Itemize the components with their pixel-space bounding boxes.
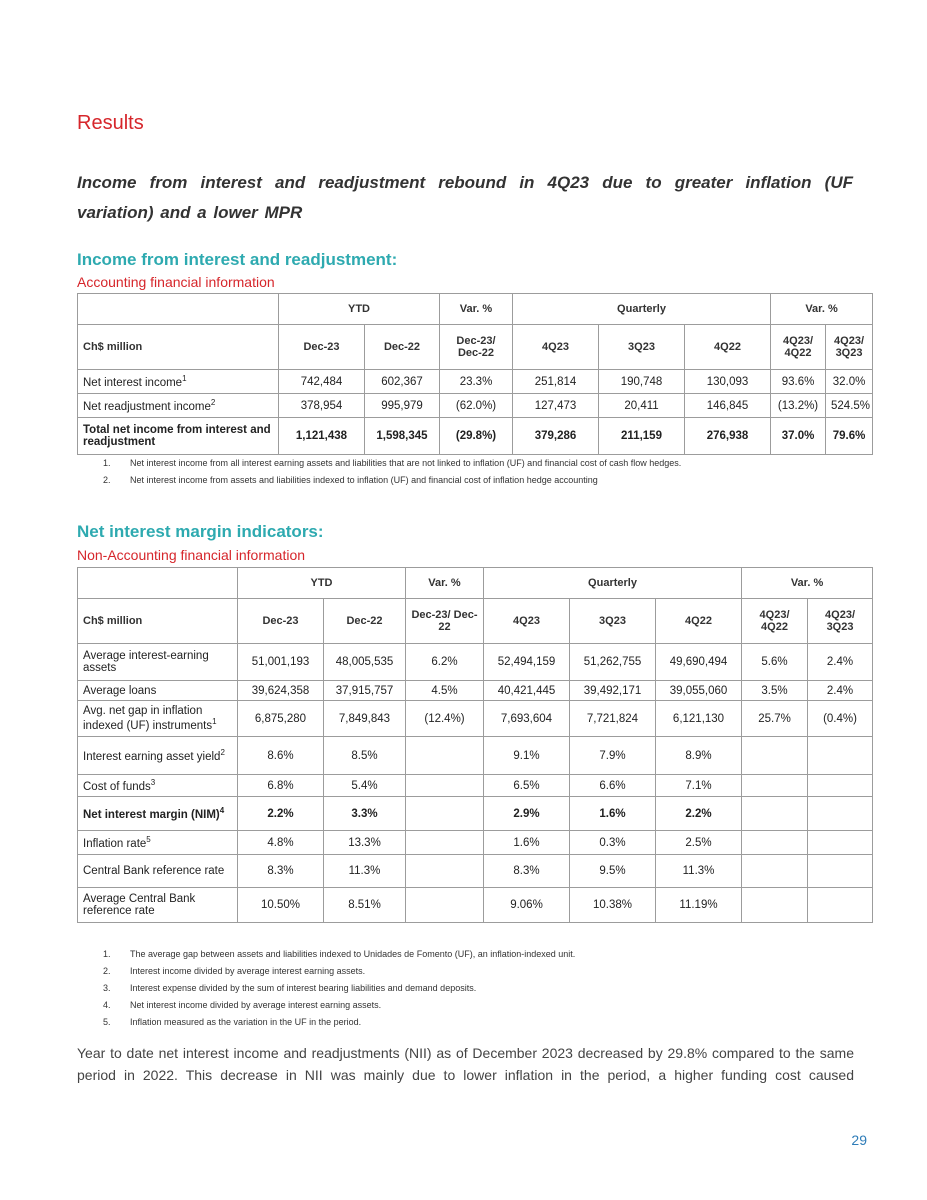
table-cell: 130,093 [685, 370, 771, 394]
row-label-text: Total net income from interest and readjustment [83, 424, 271, 448]
table-cell: 2.9% [484, 797, 570, 831]
corner-cell [78, 294, 279, 325]
corner-cell [78, 568, 238, 599]
row-label [78, 681, 238, 701]
table-cell: 37,915,757 [324, 681, 406, 701]
table-cell: 4.5% [406, 681, 484, 701]
table-cell: 51,262,755 [570, 644, 656, 681]
row-label [78, 831, 238, 855]
table-cell: 79.6% [826, 418, 873, 455]
table-cell: 3.5% [742, 681, 808, 701]
table-cell [742, 737, 808, 775]
table-cell: (12.4%) [406, 701, 484, 737]
var-group-header: Var. % [742, 568, 873, 599]
column-header: Dec-22 [324, 599, 406, 644]
table-cell: 1.6% [484, 831, 570, 855]
footnote-number: 2. [103, 966, 111, 976]
footnote [77, 1014, 575, 1031]
table-cell [406, 831, 484, 855]
table-cell [808, 737, 873, 775]
page-number: 29 [851, 1132, 867, 1148]
row-label-text: Avg. net gap in inflation indexed (UF) instruments [83, 705, 213, 732]
table-cell: 524.5% [826, 394, 873, 418]
var-group-header: Var. % [406, 568, 484, 599]
table-cell: 0.3% [570, 831, 656, 855]
headline: Income from interest and readjustment rebound in 4Q23 due to greater inflation (UF variation) and a lower MPR [77, 173, 853, 222]
column-header: 4Q23/ 3Q23 [808, 599, 873, 644]
table-cell: 11.3% [324, 855, 406, 888]
footnote-ref: 1 [212, 717, 217, 727]
row-label [78, 797, 238, 831]
table-cell: 52,494,159 [484, 644, 570, 681]
table-cell: 48,005,535 [324, 644, 406, 681]
table-cell: 7.9% [570, 737, 656, 775]
var-group-header: Var. % [440, 294, 513, 325]
table-cell: 93.6% [771, 370, 826, 394]
table-cell: 211,159 [599, 418, 685, 455]
footnote-number: 1. [103, 949, 111, 959]
table-cell: 39,492,171 [570, 681, 656, 701]
table-cell: 11.3% [656, 855, 742, 888]
column-header: 3Q23 [570, 599, 656, 644]
table-cell [808, 797, 873, 831]
row-label [78, 394, 279, 418]
table-cell: (13.2%) [771, 394, 826, 418]
row-label-text: Net interest margin (NIM) [83, 808, 220, 821]
footnote-ref: 3 [150, 778, 156, 788]
footnote [77, 980, 575, 997]
table-cell [808, 855, 873, 888]
row-label-text: Interest earning asset yield [83, 750, 221, 763]
footnote-number: 2. [103, 475, 111, 485]
table-cell: 7.1% [656, 775, 742, 797]
table-cell [742, 797, 808, 831]
table-cell: 190,748 [599, 370, 685, 394]
table-cell: 6.2% [406, 644, 484, 681]
row-label-text: Average Central Bank reference rate [83, 893, 196, 917]
row-label [78, 644, 238, 681]
table-cell [742, 775, 808, 797]
footnote [77, 997, 575, 1014]
ytd-group-header: YTD [238, 568, 406, 599]
table-cell: 11.19% [656, 888, 742, 923]
table-cell: 8.5% [324, 737, 406, 775]
row-label [78, 737, 238, 775]
column-header: 4Q23/ 4Q22 [742, 599, 808, 644]
table-cell: 1.6% [570, 797, 656, 831]
row-label [78, 370, 279, 394]
table-row [78, 855, 873, 888]
table-cell [406, 737, 484, 775]
footnote [77, 472, 681, 489]
table-cell: 251,814 [513, 370, 599, 394]
table-cell: 2.5% [656, 831, 742, 855]
table-cell: 127,473 [513, 394, 599, 418]
table-cell: 10.50% [238, 888, 324, 923]
table-cell: 7,721,824 [570, 701, 656, 737]
table-cell: 8.3% [484, 855, 570, 888]
column-header: Dec-23 [238, 599, 324, 644]
table-cell [406, 775, 484, 797]
quarterly-group-header: Quarterly [484, 568, 742, 599]
var-group-header: Var. % [771, 294, 873, 325]
table-cell [406, 797, 484, 831]
table-row [78, 681, 873, 701]
table-cell: 9.5% [570, 855, 656, 888]
footnote-text: Net interest income divided by average interest earning assets. [130, 1000, 382, 1010]
footnote-ref: 4 [219, 806, 225, 816]
footnote-text: Net interest income from all interest earning assets and liabilities that are not linked to inflation (UF) and financial cost of cash flow hedges. [130, 458, 682, 468]
table-cell: 5.4% [324, 775, 406, 797]
table-cell: 276,938 [685, 418, 771, 455]
column-header: Dec-23/ Dec-22 [440, 325, 513, 370]
table-cell: 2.4% [808, 644, 873, 681]
row-label [78, 418, 279, 455]
table-cell: 379,286 [513, 418, 599, 455]
table-row [78, 831, 873, 855]
row-label-text: Inflation rate [83, 837, 147, 850]
column-header: Dec-22 [365, 325, 440, 370]
table-cell: 6.8% [238, 775, 324, 797]
table-cell [742, 831, 808, 855]
table-cell: (29.8%) [440, 418, 513, 455]
table-cell [742, 888, 808, 923]
table-row [78, 644, 873, 681]
table-cell [808, 775, 873, 797]
row-label-text: Cost of funds [83, 780, 151, 793]
table-cell: 7,849,843 [324, 701, 406, 737]
table-cell: 1,598,345 [365, 418, 440, 455]
table-cell: 602,367 [365, 370, 440, 394]
table1-subtitle: Accounting financial information [77, 274, 275, 290]
table-row [78, 394, 873, 418]
table1-footnotes [77, 455, 681, 489]
table-cell [406, 888, 484, 923]
footnote-ref: 2 [210, 398, 216, 408]
table-cell [742, 855, 808, 888]
table-cell: 8.9% [656, 737, 742, 775]
column-header: 4Q23 [513, 325, 599, 370]
row-label-text: Net interest income [83, 376, 183, 389]
row-label [78, 701, 238, 737]
table-cell: 742,484 [279, 370, 365, 394]
table-cell: 2.4% [808, 681, 873, 701]
row-label-text: Central Bank reference rate [83, 865, 225, 877]
table-cell [808, 831, 873, 855]
table-cell: 7,693,604 [484, 701, 570, 737]
table-cell: 39,624,358 [238, 681, 324, 701]
row-label-text: Average interest-earning assets [83, 650, 209, 674]
table-cell: 3.3% [324, 797, 406, 831]
table2-footnotes [77, 946, 575, 1031]
footnote [77, 455, 681, 472]
table-row [78, 701, 873, 737]
table-cell [406, 855, 484, 888]
table-cell: (62.0%) [440, 394, 513, 418]
footnote-ref: 1 [182, 374, 187, 384]
footnote [77, 946, 575, 963]
section-title: Results [77, 112, 144, 134]
table-cell: 10.38% [570, 888, 656, 923]
column-label: Ch$ million [78, 325, 279, 370]
table-cell: 6.6% [570, 775, 656, 797]
ytd-group-header: YTD [279, 294, 440, 325]
footnote-number: 5. [103, 1017, 111, 1027]
table2-title: Net interest margin indicators: [77, 522, 324, 541]
footnote-text: Interest expense divided by the sum of interest bearing liabilities and demand deposits. [130, 983, 477, 993]
column-header: 4Q22 [685, 325, 771, 370]
table-row [78, 418, 873, 455]
footnote-text: Inflation measured as the variation in the UF in the period. [130, 1017, 362, 1027]
table-cell: 146,845 [685, 394, 771, 418]
column-header: 3Q23 [599, 325, 685, 370]
footnote-text: Interest income divided by average interest earning assets. [130, 966, 366, 976]
table-cell: 378,954 [279, 394, 365, 418]
interest-income-table [77, 293, 873, 455]
table-cell: 9.1% [484, 737, 570, 775]
table-cell: 2.2% [656, 797, 742, 831]
column-header: 4Q23/ 4Q22 [771, 325, 826, 370]
table-cell: 8.51% [324, 888, 406, 923]
table-row [78, 370, 873, 394]
table-cell: 13.3% [324, 831, 406, 855]
table-cell: 6.5% [484, 775, 570, 797]
table-cell: 8.6% [238, 737, 324, 775]
table-cell: 995,979 [365, 394, 440, 418]
table-cell: 1,121,438 [279, 418, 365, 455]
row-label [78, 888, 238, 923]
table-cell: 5.6% [742, 644, 808, 681]
column-header: 4Q22 [656, 599, 742, 644]
table-cell: 25.7% [742, 701, 808, 737]
footnote [77, 963, 575, 980]
footnote-number: 4. [103, 1000, 111, 1010]
column-header: 4Q23 [484, 599, 570, 644]
table-row [78, 888, 873, 923]
table-row [78, 797, 873, 831]
table-cell: 2.2% [238, 797, 324, 831]
table-cell: 4.8% [238, 831, 324, 855]
table-cell: 37.0% [771, 418, 826, 455]
nim-indicators-table [77, 567, 873, 923]
table-cell [808, 888, 873, 923]
footnote-text: The average gap between assets and liabilities indexed to Unidades de Fomento (UF), an inflation-indexed unit. [130, 949, 576, 959]
row-label [78, 775, 238, 797]
footnote-number: 3. [103, 983, 111, 993]
footnote-text: Net interest income from assets and liabilities indexed to inflation (UF) and financial cost of inflation hedge accounting [130, 475, 598, 485]
footnote-ref: 5 [146, 835, 151, 845]
table-cell: 32.0% [826, 370, 873, 394]
table-cell: 49,690,494 [656, 644, 742, 681]
row-label [78, 855, 238, 888]
table-row [78, 737, 873, 775]
table-cell: 39,055,060 [656, 681, 742, 701]
column-header: Dec-23 [279, 325, 365, 370]
row-label-text: Net readjustment income [83, 400, 211, 413]
quarterly-group-header: Quarterly [513, 294, 771, 325]
table-cell: 6,121,130 [656, 701, 742, 737]
table-cell: 6,875,280 [238, 701, 324, 737]
table-cell: 9.06% [484, 888, 570, 923]
column-header: Dec-23/ Dec-22 [406, 599, 484, 644]
table-cell: 8.3% [238, 855, 324, 888]
table-cell: 51,001,193 [238, 644, 324, 681]
row-label-text: Average loans [83, 684, 157, 697]
table-cell: 40,421,445 [484, 681, 570, 701]
footnote-ref: 2 [220, 748, 225, 758]
table2-subtitle: Non-Accounting financial information [77, 547, 306, 563]
table-cell: 20,411 [599, 394, 685, 418]
table-row [78, 775, 873, 797]
column-label: Ch$ million [78, 599, 238, 644]
footnote-number: 1. [103, 458, 111, 468]
table-cell: 23.3% [440, 370, 513, 394]
table1-title: Income from interest and readjustment: [77, 250, 398, 269]
body-paragraph: Year to date net interest income and readjustments (NII) as of December 2023 decreased by 29.8% compared to the same period in 2022. This decrease in NII was mainly due to lower inflation in the period, a higher funding cost caused [77, 1045, 854, 1083]
table-cell: (0.4%) [808, 701, 873, 737]
column-header: 4Q23/ 3Q23 [826, 325, 873, 370]
